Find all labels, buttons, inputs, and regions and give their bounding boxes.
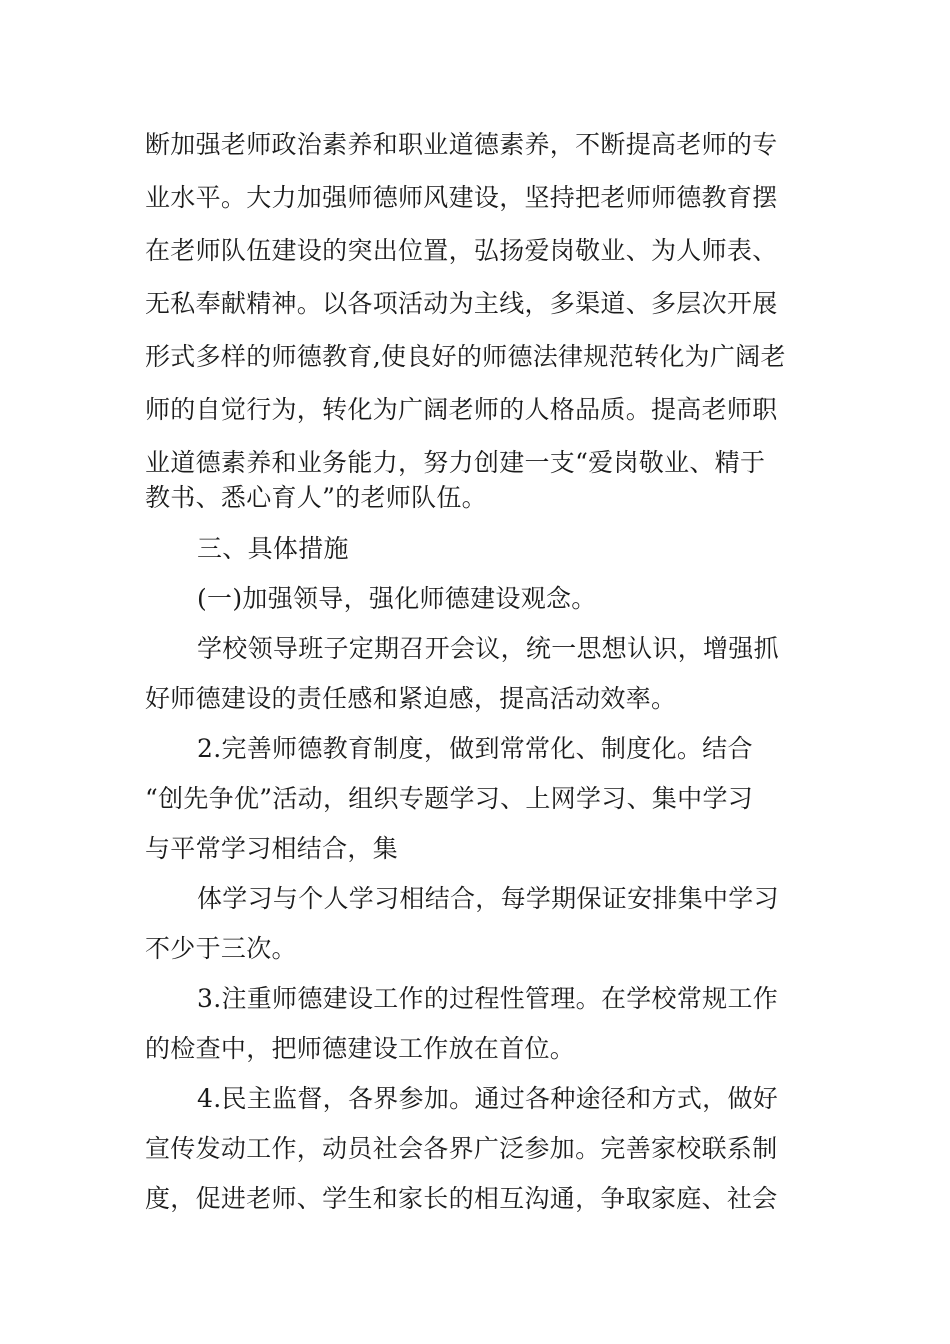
subsection-heading: (一)加强领导，强化师德建设观念。 (197, 584, 597, 613)
text-line: 的检查中，把师德建设工作放在首位。 (145, 1034, 576, 1063)
text-line: 业道德素养和业务能力，努力创建一支“爱岗敬业、精于 (145, 448, 766, 477)
text-line: 师的自觉行为，转化为广阔老师的人格品质。提高老师职 (145, 395, 778, 424)
text-line: 无私奉献精神。以各项活动为主线，多渠道、多层次开展 (145, 289, 778, 318)
text-line: 不少于三次。 (145, 934, 297, 963)
text-line: “创先争优”活动，组织专题学习、上网学习、集中学习 (145, 784, 754, 813)
text-line: 断加强老师政治素养和职业道德素养，不断提高老师的专 (145, 130, 778, 159)
text-line: 与平常学习相结合，集 (145, 834, 399, 863)
text-line: 教书、悉心育人”的老师队伍。 (145, 483, 487, 512)
text-line: 形式多样的师德教育,使良好的师德法律规范转化为广阔老 (145, 342, 786, 371)
text-line: 在老师队伍建设的突出位置，弘扬爱岗敬业、为人师表、 (145, 236, 778, 265)
text-line: 度，促进老师、学生和家长的相互沟通，争取家庭、社会 (145, 1184, 778, 1213)
text-line: 宣传发动工作，动员社会各界广泛参加。完善家校联系制 (145, 1134, 778, 1163)
text-line: 2.完善师德教育制度，做到常常化、制度化。结合 (197, 734, 753, 763)
text-line: 3.注重师德建设工作的过程性管理。在学校常规工作 (197, 984, 779, 1013)
text-line: 业水平。大力加强师德师风建设，坚持把老师师德教育摆 (145, 183, 778, 212)
text-line: 好师德建设的责任感和紧迫感，提高活动效率。 (145, 684, 677, 713)
text-line: 4.民主监督，各界参加。通过各种途径和方式，做好 (197, 1084, 779, 1113)
text-line: 体学习与个人学习相结合，每学期保证安排集中学习 (197, 884, 779, 913)
section-heading: 三、具体措施 (197, 534, 349, 563)
text-line: 学校领导班子定期召开会议，统一思想认识，增强抓 (197, 634, 779, 663)
